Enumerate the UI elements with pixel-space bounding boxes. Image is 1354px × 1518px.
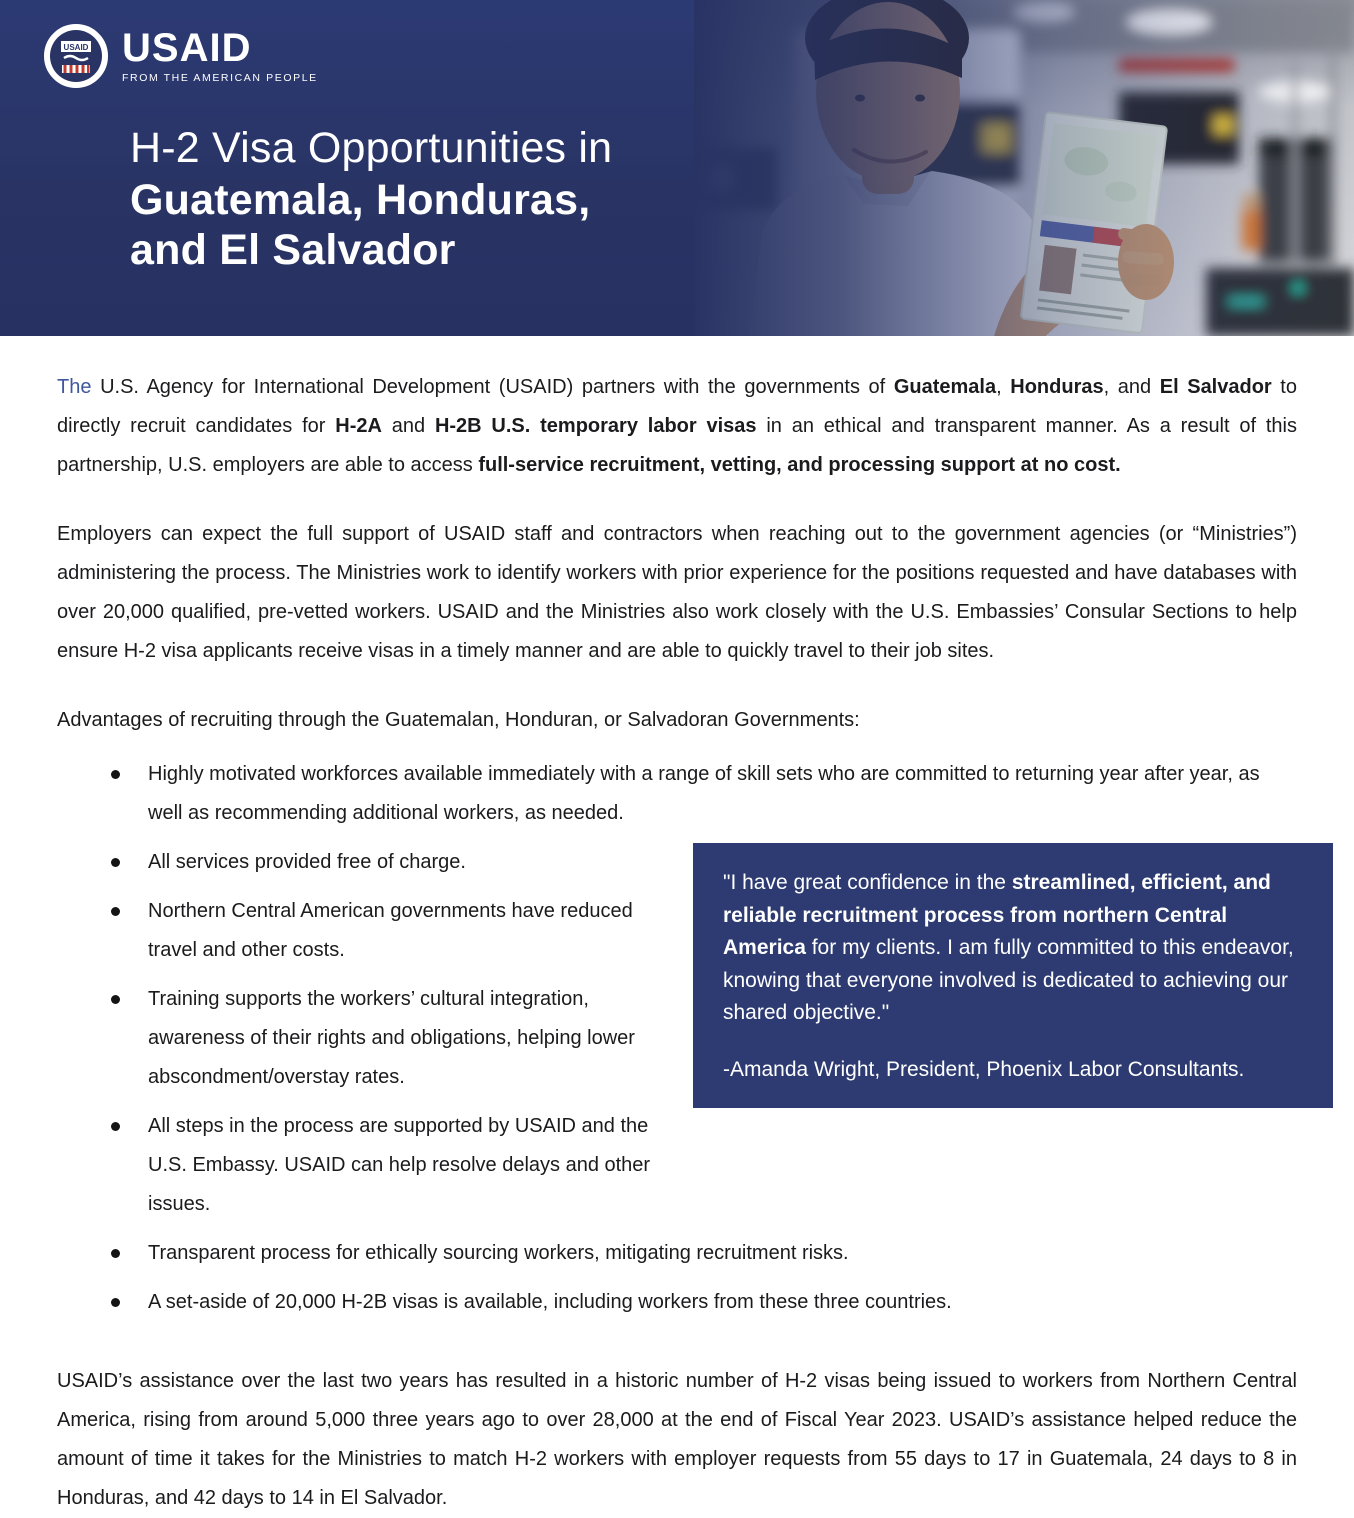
list-item xyxy=(57,1234,1297,1273)
hero-banner xyxy=(0,0,1354,336)
usaid-wordmark xyxy=(122,28,318,84)
list-item-text: A set-aside of 20,000 H-2B visas is available, including workers from these three countries. xyxy=(148,1291,952,1313)
bullet-dot xyxy=(111,1298,120,1307)
list-item xyxy=(57,980,663,1097)
title-line-2: Guatemala, Honduras, xyxy=(130,176,591,224)
advantages-heading: Advantages of recruiting through the Guatemalan, Honduran, or Salvadoran Governments: xyxy=(57,709,860,731)
bullet-dot xyxy=(111,770,120,779)
hero-photo-man-with-visa xyxy=(694,0,1354,336)
quote-attribution: -Amanda Wright, President, Phoenix Labor Consultants. xyxy=(723,1057,1245,1081)
quote-text: "I have great confidence in the streamlined, efficient, and reliable recruitment process from northern Central America for my clients. I am fully committed to this endeavor, knowing that everyone involved is dedicated to achieving our shared objective." xyxy=(723,871,1294,1024)
bullet-dot xyxy=(111,995,120,1004)
usaid-seal-icon xyxy=(44,24,108,88)
list-item xyxy=(57,892,663,970)
page-title xyxy=(130,122,612,275)
intro-paragraph: The U.S. Agency for International Development (USAID) partners with the governments of Guatemala, Honduras, and El Salvador to directly recruit candidates for H-2A and H-2B U.S. temporary labor visas in an ethical and transparent manner. As a result of this partnership, U.S. employers are able to access full-service recruitment, vetting, and processing support at no cost. xyxy=(57,376,1297,476)
title-line-1: H-2 Visa Opportunities in xyxy=(130,124,613,172)
svg-text:USAID: USAID xyxy=(63,43,89,52)
list-item-text: All steps in the process are supported by USAID and the U.S. Embassy. USAID can help resolve delays and other issues. xyxy=(148,1115,651,1215)
bullet-dot xyxy=(111,1122,120,1131)
list-item-text: Transparent process for ethically sourcing workers, mitigating recruitment risks. xyxy=(148,1242,849,1264)
list-item-text: All services provided free of charge. xyxy=(148,851,466,873)
testimonial-quote-box xyxy=(693,843,1333,1108)
document-body xyxy=(0,336,1354,1518)
list-item-text: Northern Central American governments have reduced travel and other costs. xyxy=(148,900,633,961)
list-item xyxy=(57,755,1297,833)
usaid-logo xyxy=(44,24,318,88)
bullet-dot xyxy=(111,1249,120,1258)
closing-paragraph: USAID’s assistance over the last two years has resulted in a historic number of H-2 visas being issued to workers from Northern Central America, rising from around 5,000 three years ago to over 28,000 at the end of Fiscal Year 2023. USAID’s assistance helped reduce the amount of time it takes for the Ministries to match H-2 workers with employer requests from 55 days to 17 in Guatemala, 24 days to 8 in Honduras, and 42 days to 14 in El Salvador. xyxy=(57,1370,1297,1509)
support-paragraph: Employers can expect the full support of USAID staff and contractors when reaching out to the government agencies (or “Ministries”) administering the process. The Ministries work to identify workers with prior experience for the positions requested and have databases with over 20,000 qualified, pre-vetted workers. USAID and the Ministries also work closely with the U.S. Embassies’ Consular Sections to help ensure H-2 visa applicants receive visas in a timely manner and are able to quickly travel to their job sites. xyxy=(57,523,1297,662)
list-item-text: Highly motivated workforces available immediately with a range of skill sets who are committed to returning year after year, as well as recommending additional workers, as needed. xyxy=(148,763,1260,824)
bullet-dot xyxy=(111,907,120,916)
bullet-dot xyxy=(111,858,120,867)
list-item xyxy=(57,1107,663,1224)
usaid-tagline: FROM THE AMERICAN PEOPLE xyxy=(122,72,318,85)
list-item xyxy=(57,843,663,882)
title-line-3: and El Salvador xyxy=(130,226,456,274)
list-item-text: Training supports the workers’ cultural integration, awareness of their rights and obligations, helping lower abscondment/overstay rates. xyxy=(148,988,635,1088)
usaid-brand-text: USAID xyxy=(122,26,252,71)
list-item xyxy=(57,1283,1297,1322)
advantages-list xyxy=(57,755,1297,1322)
